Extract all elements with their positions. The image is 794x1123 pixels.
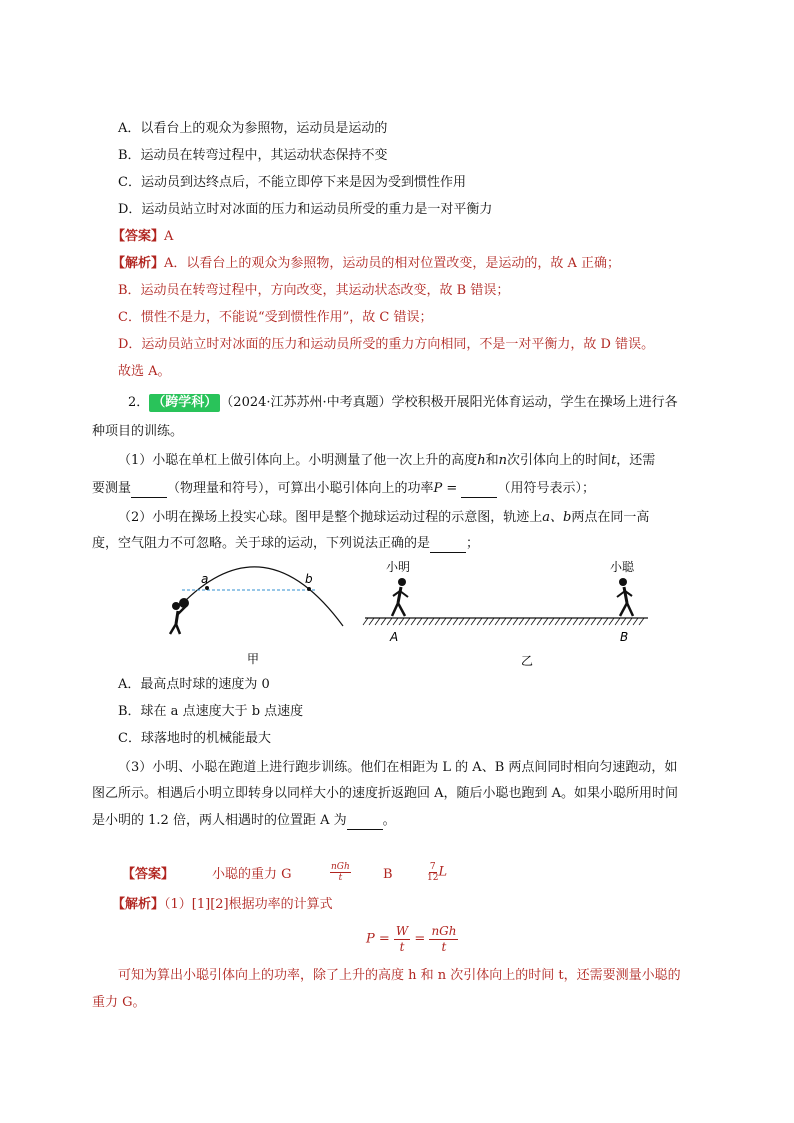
q2-header (128, 394, 678, 412)
label-xiaoming: 小明 (386, 560, 411, 574)
hatch-mark (531, 618, 536, 625)
hatch-mark (399, 618, 404, 625)
frac-den: t (441, 940, 447, 954)
caption-jia: 甲 (247, 652, 260, 666)
runner-xiaoming (392, 578, 408, 616)
subject-tag: （跨学科） (149, 394, 220, 412)
answer-blank[interactable] (131, 483, 167, 498)
var-L: L (438, 864, 448, 880)
hatch-mark (501, 618, 506, 625)
q2-answer-1: 小聪的重力 G (212, 867, 292, 882)
figure-jia (170, 567, 343, 666)
var-P: P (366, 931, 375, 947)
hatch-mark (489, 618, 494, 625)
q2-analysis-line2: 重力 G。 (92, 995, 146, 1010)
answer-blank[interactable] (461, 483, 497, 498)
hatch-mark (585, 618, 590, 625)
question-number: 2． (128, 395, 150, 410)
text: （2）小明在操场上投实心球。图甲是整个抛球运动过程的示意图，轨迹上 (118, 510, 543, 525)
text: 。 (382, 813, 396, 828)
text: 次引体向上的时间 (507, 453, 612, 468)
q2-analysis-line1: 可知为算出小聪引体向上的功率，除了上升的高度 h 和 n 次引体向上的时间 t，还需要测量小聪的 (118, 968, 681, 983)
hatch-mark (453, 618, 458, 625)
hatch-mark (513, 618, 518, 625)
hatch-mark (621, 618, 626, 625)
hatch-mark (435, 618, 440, 625)
answer-label: 【答案】 (122, 867, 175, 882)
var-n: n (498, 453, 508, 468)
frac-den: 12 (427, 873, 439, 883)
label-xiaocong: 小聪 (610, 560, 635, 574)
hatch-mark (579, 618, 584, 625)
var-P: P (433, 481, 443, 496)
q2-part3-line3 (92, 812, 396, 830)
q1-analysis-line: C．惯性不是力，不能说“受到惯性作用”，故 C 错误； (118, 310, 433, 325)
equals: = (410, 931, 430, 947)
q1-option-d: D．运动员站立时对冰面的压力和运动员所受的重力是一对平衡力 (118, 202, 493, 217)
hatch-mark (525, 618, 530, 625)
frac-num: W (395, 924, 409, 938)
text: ； (466, 536, 480, 551)
hatch-mark (459, 618, 464, 625)
answer-blank[interactable] (347, 815, 383, 830)
q1-analysis-line: 故选 A。 (118, 364, 171, 379)
q2-part1-line2 (92, 480, 595, 498)
q1-analysis-line (112, 255, 620, 273)
q2-answer-label (122, 866, 174, 884)
q2-option-c: C．球落地时的机械能最大 (118, 731, 271, 746)
hatch-mark (465, 618, 470, 625)
q1-option-c: C．运动员到达终点后，不能立即停下来是因为受到惯性作用 (118, 175, 466, 190)
q2-analysis-head (112, 896, 333, 914)
q1-option-b: B．运动员在转弯过程中，其运动状态保持不变 (118, 148, 388, 163)
var-h: h (477, 453, 486, 468)
q2-intro-cont: 种项目的训练。 (92, 424, 184, 439)
text: 要测量 (92, 481, 132, 496)
answer-value: A (164, 229, 174, 244)
thrower-figure (170, 598, 189, 634)
hatch-mark (375, 618, 380, 625)
hatch-mark (591, 618, 596, 625)
q2-answer-4 (427, 862, 447, 883)
hatch-mark (537, 618, 542, 625)
label-b: b (305, 572, 313, 586)
question-source: （2024·江苏苏州·中考真题）学校积极开展阳光体育运动，学生在操场上进行各 (220, 395, 678, 410)
hatch-mark (639, 618, 644, 625)
text: 两点在同一高 (571, 510, 650, 525)
var-ab: a、b (542, 510, 572, 525)
text: 是小明的 1.2 倍，两人相遇时的位置距 A 为 (92, 813, 347, 828)
equals: = (442, 481, 462, 496)
point-b-dot (307, 587, 311, 591)
hatch-mark (405, 618, 410, 625)
hatch-mark (519, 618, 524, 625)
q2-option-b: B．球在 a 点速度大于 b 点速度 (118, 704, 304, 719)
q2-option-a: A．最高点时球的速度为 0 (118, 677, 270, 692)
var-t: t (611, 453, 617, 468)
analysis-text: （1）[1][2]根据功率的计算式 (164, 897, 333, 912)
hatch-mark (567, 618, 572, 625)
frac-num: nGh (331, 862, 350, 872)
frac-den: t (399, 940, 405, 954)
frac-den: t (338, 873, 343, 883)
text: 度，空气阻力不可忽略。关于球的运动，下列说法正确的是 (92, 536, 431, 551)
ground-hatching (363, 618, 644, 625)
hatch-mark (633, 618, 638, 625)
hatch-mark (423, 618, 428, 625)
equals: = (374, 931, 394, 947)
text: 和 (485, 453, 499, 468)
answer-label: 【答案】 (112, 229, 165, 244)
runner-xiaocong (617, 578, 633, 616)
q2-answer-3: B (383, 867, 393, 882)
figure-diagrams (0, 550, 794, 675)
hatch-mark (363, 618, 368, 625)
hatch-mark (627, 618, 632, 625)
hatch-mark (543, 618, 548, 625)
hatch-mark (441, 618, 446, 625)
text: ，还需 (616, 453, 656, 468)
label-point-A: A (390, 630, 399, 644)
hatch-mark (369, 618, 374, 625)
caption-yi: 乙 (521, 654, 534, 668)
hatch-mark (411, 618, 416, 625)
q2-part2-line1 (118, 509, 649, 527)
hatch-mark (615, 618, 620, 625)
analysis-label: 【解析】 (112, 897, 165, 912)
figure-yi (363, 560, 648, 668)
hatch-mark (477, 618, 482, 625)
q1-option-a: A．以看台上的观众为参照物，运动员是运动的 (118, 121, 388, 136)
text: （1）小聪在单杠上做引体向上。小明测量了他一次上升的高度 (118, 453, 478, 468)
q2-power-formula (366, 924, 458, 955)
label-point-B: B (620, 630, 629, 644)
hatch-mark (381, 618, 386, 625)
analysis-label: 【解析】 (112, 256, 165, 271)
hatch-mark (447, 618, 452, 625)
q2-part3-line1: （3）小明、小聪在跑道上进行跑步训练。他们在相距为 L 的 A、B 两点间同时相向匀速跑动，如 (118, 760, 678, 775)
q2-part3-line2: 图乙所示。相遇后小明立即转身以同样大小的速度折返跑回 A，随后小聪也跑到 A。如果小聪所用时间 (92, 786, 679, 801)
label-a: a (201, 572, 209, 586)
hatch-mark (555, 618, 560, 625)
hatch-mark (549, 618, 554, 625)
hatch-mark (603, 618, 608, 625)
q1-analysis-line: B．运动员在转弯过程中，方向改变，其运动状态改变，故 B 错误； (118, 283, 510, 298)
q2-answer-2 (330, 862, 351, 883)
analysis-text: A．以看台上的观众为参照物，运动员的相对位置改变，是运动的，故 A 正确； (164, 256, 621, 271)
text: （用符号表示）； (497, 481, 595, 496)
hatch-mark (417, 618, 422, 625)
frac-num: nGh (431, 924, 457, 938)
frac-num: 7 (429, 862, 436, 872)
hatch-mark (495, 618, 500, 625)
hatch-mark (393, 618, 398, 625)
hatch-mark (429, 618, 434, 625)
hatch-mark (387, 618, 392, 625)
point-a-dot (205, 586, 209, 590)
hatch-mark (609, 618, 614, 625)
hatch-mark (483, 618, 488, 625)
q2-part1-line1 (118, 452, 655, 470)
q1-analysis-line: D．运动员站立时对冰面的压力和运动员所受的重力方向相同，不是一对平衡力，故 D 错误。 (118, 337, 655, 352)
hatch-mark (561, 618, 566, 625)
hatch-mark (597, 618, 602, 625)
hatch-mark (471, 618, 476, 625)
hatch-mark (573, 618, 578, 625)
text: （物理量和符号），可算出小聪引体向上的功率 (167, 481, 434, 496)
hatch-mark (507, 618, 512, 625)
q1-answer (112, 228, 173, 246)
